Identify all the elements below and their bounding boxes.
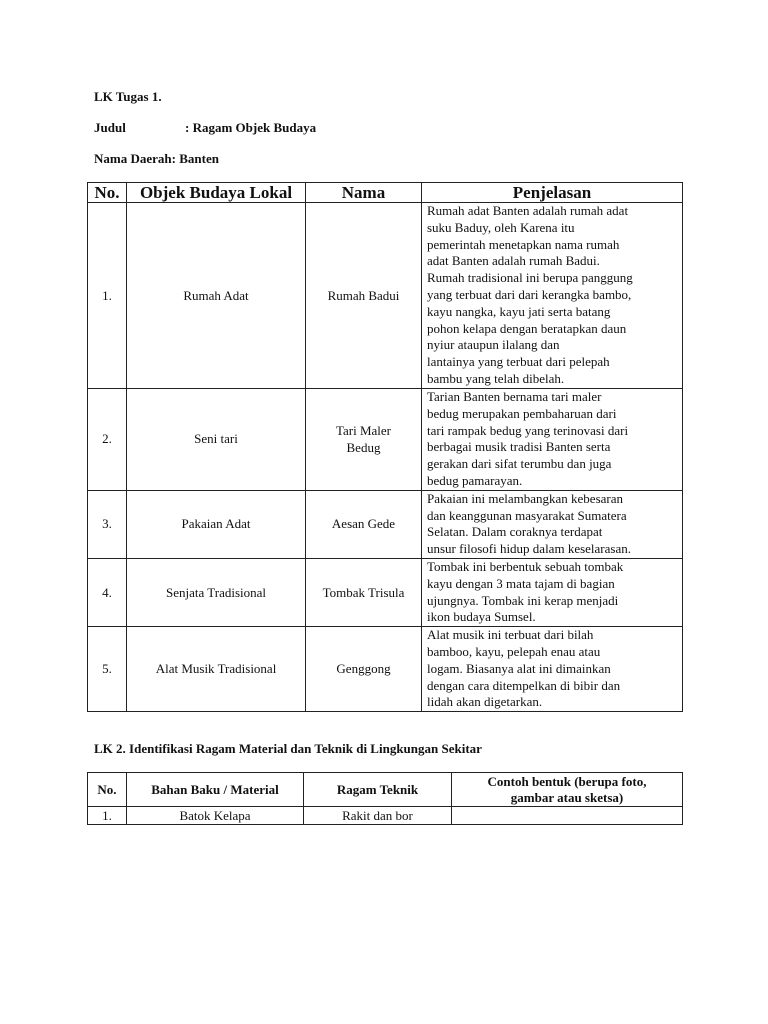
judul-label: Judul: [94, 120, 126, 135]
row-no: 4.: [88, 558, 127, 626]
row-objek: Rumah Adat: [127, 203, 306, 389]
table-header-row: [88, 773, 683, 807]
row-nama: Tari Maler Bedug: [306, 389, 422, 491]
row-penjelasan: Rumah adat Banten adalah rumah adat suku Baduy, oleh Karena itu pemerintah menetapkan nama rumah adat Banten adalah rumah Badui. Rumah tradisional ini berupa panggung yang terbuat dari dari kerangka bambo, kayu nangka, kayu jati serta batang pohon kelapa dengan beratapkan daun nyiur ataupun ilalang dan lantainya yang terbuat dari pelepah bambu yang telah dibelah.: [422, 203, 683, 389]
row-no: 3.: [88, 490, 127, 558]
table-row: [88, 490, 683, 558]
worksheet-title: LK Tugas 1.: [94, 89, 162, 104]
col-header-no: No.: [88, 773, 127, 807]
row-penjelasan: Tombak ini berbentuk sebuah tombak kayu dengan 3 mata tajam di bagian ujungnya. Tombak ini kerap menjadi ikon budaya Sumsel.: [422, 558, 683, 626]
row-no: 1.: [88, 807, 127, 825]
row-objek: Alat Musik Tradisional: [127, 627, 306, 712]
table-row: [88, 203, 683, 389]
row-nama: Genggong: [306, 627, 422, 712]
judul-value: : Ragam Objek Budaya: [185, 120, 317, 135]
row-no: 1.: [88, 203, 127, 389]
daerah-line: [94, 151, 219, 167]
col-header-objek: Objek Budaya Lokal: [127, 183, 306, 203]
daerah-label: Nama Daerah:: [94, 151, 176, 166]
row-objek: Senjata Tradisional: [127, 558, 306, 626]
col-header-nama: Nama: [306, 183, 422, 203]
material-table: [87, 772, 683, 825]
daerah-value: Banten: [179, 151, 219, 166]
row-penjelasan: Pakaian ini melambangkan kebesaran dan keanggunan masyarakat Sumatera Selatan. Dalam coraknya terdapat unsur filosofi hidup dalam keselarasan.: [422, 490, 683, 558]
row-bahan: Batok Kelapa: [127, 807, 304, 825]
row-objek: Seni tari: [127, 389, 306, 491]
row-penjelasan: Tarian Banten bernama tari maler bedug merupakan pembaharuan dari tari rampak bedug yang terinovasi dari berbagai musik tradisi Banten serta gerakan dari sifat terumbu dan juga bedug pamarayan.: [422, 389, 683, 491]
table-row: [88, 389, 683, 491]
row-penjelasan: Alat musik ini terbuat dari bilah bamboo, kayu, pelepah enau atau logam. Biasanya alat ini dimainkan dengan cara ditempelkan di bibir dan lidah akan digetarkan.: [422, 627, 683, 712]
row-teknik: Rakit dan bor: [304, 807, 452, 825]
budaya-table: [87, 182, 683, 712]
table-row: [88, 807, 683, 825]
row-contoh: [452, 807, 683, 825]
row-nama: Rumah Badui: [306, 203, 422, 389]
col-header-teknik: Ragam Teknik: [304, 773, 452, 807]
table-row: [88, 627, 683, 712]
row-no: 5.: [88, 627, 127, 712]
col-header-penjelasan: Penjelasan: [422, 183, 683, 203]
lk2-title: LK 2. Identifikasi Ragam Material dan Teknik di Lingkungan Sekitar: [94, 741, 482, 756]
row-nama: Aesan Gede: [306, 490, 422, 558]
row-objek: Pakaian Adat: [127, 490, 306, 558]
col-header-bahan: Bahan Baku / Material: [127, 773, 304, 807]
table-row: [88, 558, 683, 626]
table-header-row: [88, 183, 683, 203]
col-header-no: No.: [88, 183, 127, 203]
row-no: 2.: [88, 389, 127, 491]
judul-line: [94, 120, 316, 136]
col-header-contoh: Contoh bentuk (berupa foto, gambar atau sketsa): [452, 773, 683, 807]
row-nama: Tombak Trisula: [306, 558, 422, 626]
